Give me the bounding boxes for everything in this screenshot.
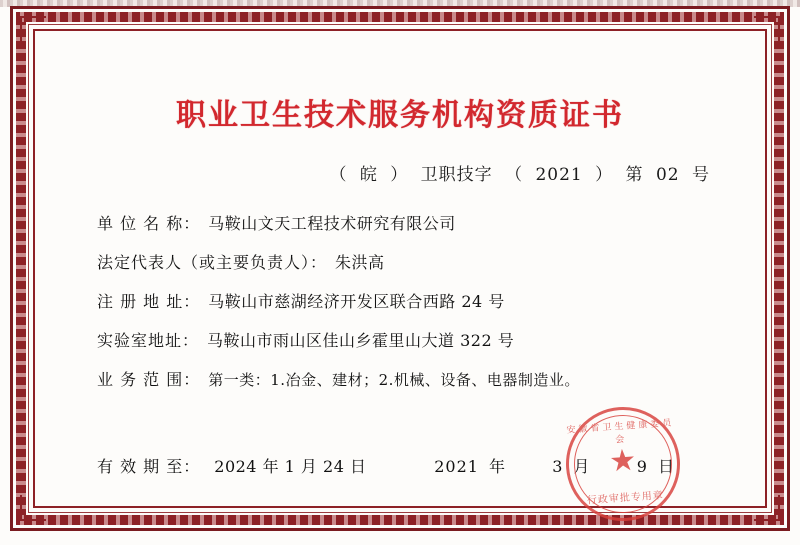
issue-date-block	[432, 454, 735, 477]
issue-year: 2021	[434, 457, 479, 476]
field-value-legal-representative: 朱洪高	[335, 253, 385, 272]
field-row-legal-representative	[97, 250, 735, 273]
issue-year-unit: 年	[489, 457, 507, 476]
seal-top-text: 安徽省卫生健康委员会	[566, 418, 675, 446]
certno-no-suffix: 号	[692, 165, 710, 185]
star-icon: ★	[608, 443, 638, 479]
certno-close-paren: ）	[390, 165, 409, 185]
certno-no-label: 第	[625, 165, 644, 185]
field-label-validity: 有 效 期 至：	[97, 457, 201, 476]
field-value-business-scope: 第一类：1.冶金、建材；2.机械、设备、电器制造业。	[208, 371, 580, 389]
certno-prefix: 卫职技字	[420, 165, 493, 185]
field-label-business-scope: 业 务 范 围：	[97, 370, 201, 389]
issue-day-unit: 日	[657, 457, 675, 476]
corner-ornament-bottom-left	[20, 495, 46, 521]
field-row-business-scope	[97, 367, 735, 390]
corner-ornament-bottom-right	[754, 495, 780, 521]
corner-ornament-top-right	[754, 16, 780, 42]
field-value-organization-name: 马鞍山文天工程技术研究有限公司	[208, 214, 456, 233]
field-label-registered-address: 注 册 地 址：	[97, 292, 201, 311]
issue-month: 3	[552, 457, 564, 476]
certno-open-paren: （	[329, 165, 348, 185]
field-value-registered-address: 马鞍山市慈湖经济开发区联合西路 24 号	[208, 292, 505, 311]
issue-day: 9	[636, 457, 648, 476]
field-row-registered-address	[97, 289, 735, 312]
issue-month-unit: 月	[573, 457, 591, 476]
validity-block	[97, 454, 366, 477]
certno-year: 2021	[535, 165, 583, 185]
field-value-laboratory-address: 马鞍山市雨山区佳山乡霍里山大道 322 号	[207, 331, 515, 350]
seal-bottom-text: 行政审批专用章	[586, 490, 665, 507]
field-row-organization-name	[97, 211, 735, 234]
certno-year-open: （	[505, 165, 524, 185]
scan-edge-bottom	[0, 545, 800, 553]
field-label-organization-name: 单 位 名 称：	[97, 214, 201, 233]
certno-no: 02	[655, 165, 680, 185]
certificate-content	[45, 42, 755, 495]
field-label-legal-representative: 法定代表人（或主要负责人）：	[97, 253, 328, 272]
field-row-laboratory-address	[97, 328, 735, 351]
certno-year-close: ）	[595, 165, 614, 185]
corner-ornament-top-left	[20, 16, 46, 42]
certno-province: 皖	[359, 165, 378, 185]
field-value-validity: 2024 年 1 月 24 日	[214, 457, 367, 476]
certificate-number-line	[45, 160, 755, 185]
field-label-laboratory-address: 实验室地址：	[97, 331, 200, 350]
certificate-footer	[97, 454, 735, 477]
certificate-fields	[45, 211, 755, 390]
certificate-title: 职业卫生技术服务机构资质证书	[176, 98, 624, 133]
